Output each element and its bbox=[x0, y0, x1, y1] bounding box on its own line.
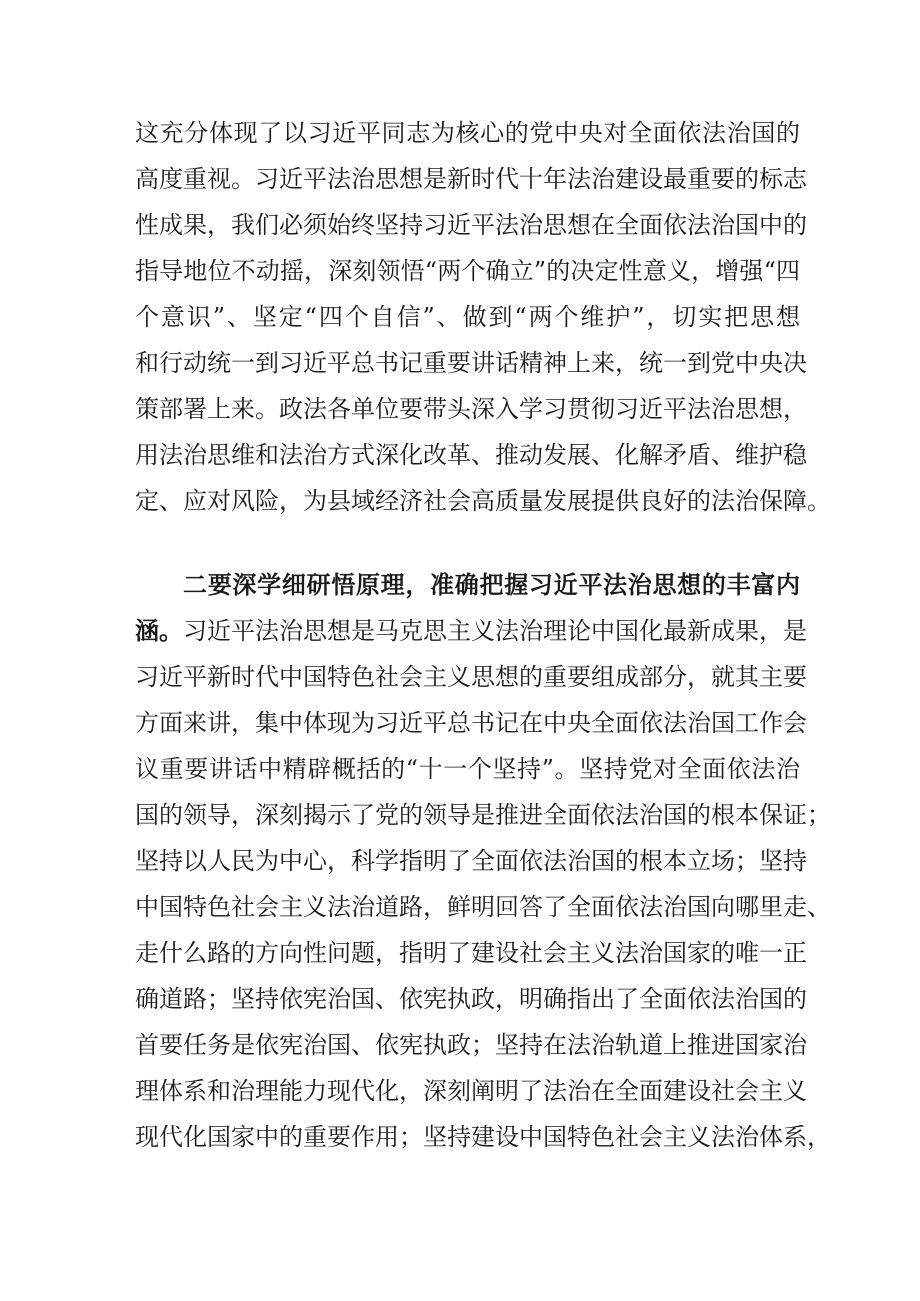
paragraph-line: 首要任务是依宪治国、依宪执政；坚持在法治轨道上推进国家治 bbox=[135, 1031, 807, 1059]
paragraph-line: 和行动统一到习近平总书记重要讲话精神上来，统一到党中央决 bbox=[135, 349, 807, 377]
paragraph-line: 个意识”、坚定“四个自信”、做到“两个维护”，切实把思想 bbox=[135, 303, 800, 331]
paragraph-line: 坚持以人民为中心，科学指明了全面依法治国的根本立场；坚持 bbox=[135, 847, 807, 875]
paragraph-line bbox=[135, 608, 807, 654]
paragraph-line: 方面来讲，集中体现为习近平总书记在中央全面依法治国工作会 bbox=[135, 709, 807, 737]
paragraph-2 bbox=[135, 562, 831, 1160]
paragraph-line: 现代化国家中的重要作用；坚持建设中国特色社会主义法治体系， bbox=[135, 1123, 831, 1151]
paragraph-line: 走什么路的方向性问题，指明了建设社会主义法治国家的唯一正 bbox=[135, 939, 807, 967]
paragraph-line: 确道路；坚持依宪治国、依宪执政，明确指出了全面依法治国的 bbox=[135, 985, 807, 1013]
section-heading: 二要深学细研悟原理，准确把握习近平法治思想的丰富内 bbox=[183, 570, 800, 599]
paragraph-line: 国的领导，深刻揭示了党的领导是推进全面依法治国的根本保证； bbox=[135, 801, 831, 829]
paragraph-line: 指导地位不动摇，深刻领悟“两个确立”的决定性意义，增强“四 bbox=[135, 257, 800, 285]
paragraph-line: 用法治思维和法治方式深化改革、推动发展、化解矛盾、维护稳 bbox=[135, 441, 807, 469]
section-heading-end: 涵。 bbox=[135, 616, 183, 645]
paragraph-line: 中国特色社会主义法治道路，鲜明回答了全面依法治国向哪里走、 bbox=[135, 893, 831, 921]
paragraph-line: 定、应对风险，为县域经济社会高质量发展提供良好的法治保障。 bbox=[135, 487, 831, 515]
paragraph-1 bbox=[135, 110, 831, 524]
paragraph-line: 这充分体现了以习近平同志为核心的党中央对全面依法治国的 bbox=[135, 119, 800, 147]
paragraph-line: 策部署上来。政法各单位要带头深入学习贯彻习近平法治思想， bbox=[135, 395, 807, 423]
paragraph-line: 理体系和治理能力现代化，深刻阐明了法治在全面建设社会主义 bbox=[135, 1077, 807, 1105]
paragraph-line-rest: 习近平法治思想是马克思主义法治理论中国化最新成果，是 bbox=[183, 617, 807, 645]
paragraph-line: 性成果，我们必须始终坚持习近平法治思想在全面依法治国中的 bbox=[135, 211, 807, 239]
paragraph-line: 高度重视。习近平法治思想是新时代十年法治建设最重要的标志 bbox=[135, 165, 807, 193]
paragraph-line: 习近平新时代中国特色社会主义思想的重要组成部分，就其主要 bbox=[135, 663, 807, 691]
paragraph-line: 议重要讲话中精辟概括的“十一个坚持”。坚持党对全面依法治 bbox=[135, 755, 800, 783]
